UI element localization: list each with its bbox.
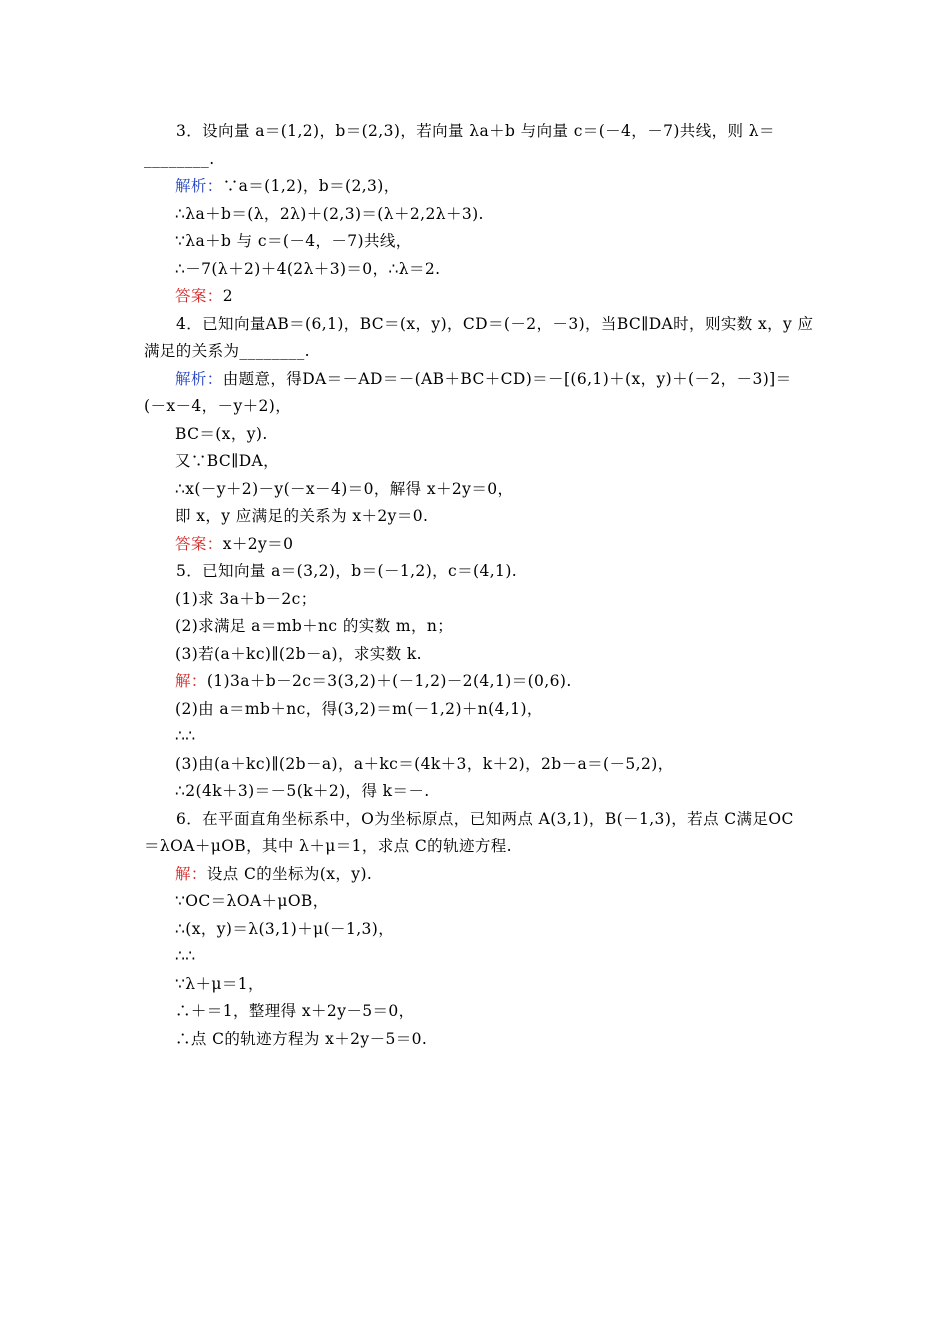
q5-part2: (2)求满足 a＝mb＋nc 的实数 m，n； <box>175 617 454 635</box>
solution-label: 解： <box>175 864 207 883</box>
q6-solution-line1 <box>0 861 950 889</box>
q6-stem-line1: 6．在平面直角坐标系中，O为坐标原点，已知两点 A(3,1)，B(－1,3)，若点 C满足OC <box>176 809 794 828</box>
answer-label: 答案： <box>175 287 223 305</box>
q4-answer-value: x＋2y＝0 <box>222 534 294 553</box>
q4-analysis-line2: (－x－4，－y＋2)， <box>144 397 292 415</box>
analysis-label: 解析： <box>175 369 223 388</box>
q4-analysis-line4: 又∵BC∥DA， <box>175 452 280 470</box>
q4-analysis-text1: 由题意，得DA＝－AD＝－(AB＋BC＋CD)＝－[(6,1)＋(x，y)＋(－2，－3)]＝ <box>222 369 792 388</box>
analysis-label: 解析： <box>175 177 223 195</box>
q3-stem-line1: 3．设向量 a＝(1,2)，b＝(2,3)，若向量 λa＋b 与向量 c＝(－4，－7)共线，则 λ＝ <box>176 122 775 140</box>
q5-solution-line4: (3)由(a＋kc)∥(2b－a)，a＋kc＝(4k＋3，k＋2)，2b－a＝(－5,2)， <box>175 754 674 773</box>
q4-answer-line <box>0 531 950 559</box>
q6-solution-line7: ∴点 C的轨迹方程为 x＋2y－5＝0. <box>175 1029 428 1048</box>
q3-analysis-line4: ∴－7(λ＋2)＋4(2λ＋3)＝0，∴λ＝2. <box>175 259 441 278</box>
q5-solution-line3: ∴∴ <box>175 727 196 745</box>
q5-solution-line1 <box>0 668 950 696</box>
q5-solution-line5: ∴2(4k＋3)＝－5(k＋2)，得 k＝－. <box>175 782 430 800</box>
q5-part3: (3)若(a＋kc)∥(2b－a)，求实数 k. <box>175 644 422 663</box>
q5-solution-line2: (2)由 a＝mb＋nc，得(3,2)＝m(－1,2)＋n(4,1)， <box>175 699 543 718</box>
q3-answer-line <box>0 283 950 311</box>
answer-label: 答案： <box>175 534 223 553</box>
q4-analysis-line6: 即 x，y 应满足的关系为 x＋2y＝0. <box>175 507 429 525</box>
q3-analysis-line3: ∵λa＋b 与 c＝(－4，－7)共线， <box>175 232 412 250</box>
q5-solution-text1: (1)3a＋b－2c＝3(3,2)＋(－1,2)－2(4,1)＝(0,6). <box>206 672 572 690</box>
q5-stem-line1: 5．已知向量 a＝(3,2)，b＝(－1,2)，c＝(4,1). <box>176 562 518 580</box>
worksheet-page <box>0 118 950 1053</box>
q4-analysis-line3: BC＝(x，y). <box>175 424 268 443</box>
q6-solution-text1: 设点 C的坐标为(x，y). <box>206 864 373 883</box>
q6-stem-line2: ＝λOA＋μOB，其中 λ＋μ＝1，求点 C的轨迹方程. <box>144 837 512 855</box>
q3-analysis-line1 <box>0 173 950 201</box>
q3-analysis-text1: ∵a＝(1,2)，b＝(2,3)， <box>222 177 400 195</box>
q3-answer-value: 2 <box>222 287 233 305</box>
solution-label: 解： <box>175 672 207 690</box>
q6-solution-line2: ∵OC＝λOA＋μOB， <box>175 892 329 910</box>
q6-solution-line6: ∴＋＝1，整理得 x＋2y－5＝0， <box>175 1002 415 1020</box>
q6-solution-line5: ∵λ＋μ＝1， <box>175 974 264 993</box>
q3-analysis-line2: ∴λa＋b＝(λ，2λ)＋(2,3)＝(λ＋2,2λ＋3). <box>175 204 484 223</box>
q5-part1: (1)求 3a＋b－2c； <box>175 589 317 608</box>
q4-analysis-line5: ∴x(－y＋2)－y(－x－4)＝0，解得 x＋2y＝0， <box>175 479 514 498</box>
q3-answer-blank: ________. <box>144 149 215 168</box>
q6-solution-line4: ∴∴ <box>175 947 196 965</box>
q4-analysis-line1 <box>0 366 950 394</box>
q4-stem-line1: 4．已知向量AB＝(6,1)，BC＝(x，y)，CD＝(－2，－3)，当BC∥DA时，则实数 x，y 应 <box>176 314 814 333</box>
q4-stem-line2: 满足的关系为________. <box>144 342 310 360</box>
q6-solution-line3: ∴(x，y)＝λ(3,1)＋μ(－1,3)， <box>175 919 395 938</box>
